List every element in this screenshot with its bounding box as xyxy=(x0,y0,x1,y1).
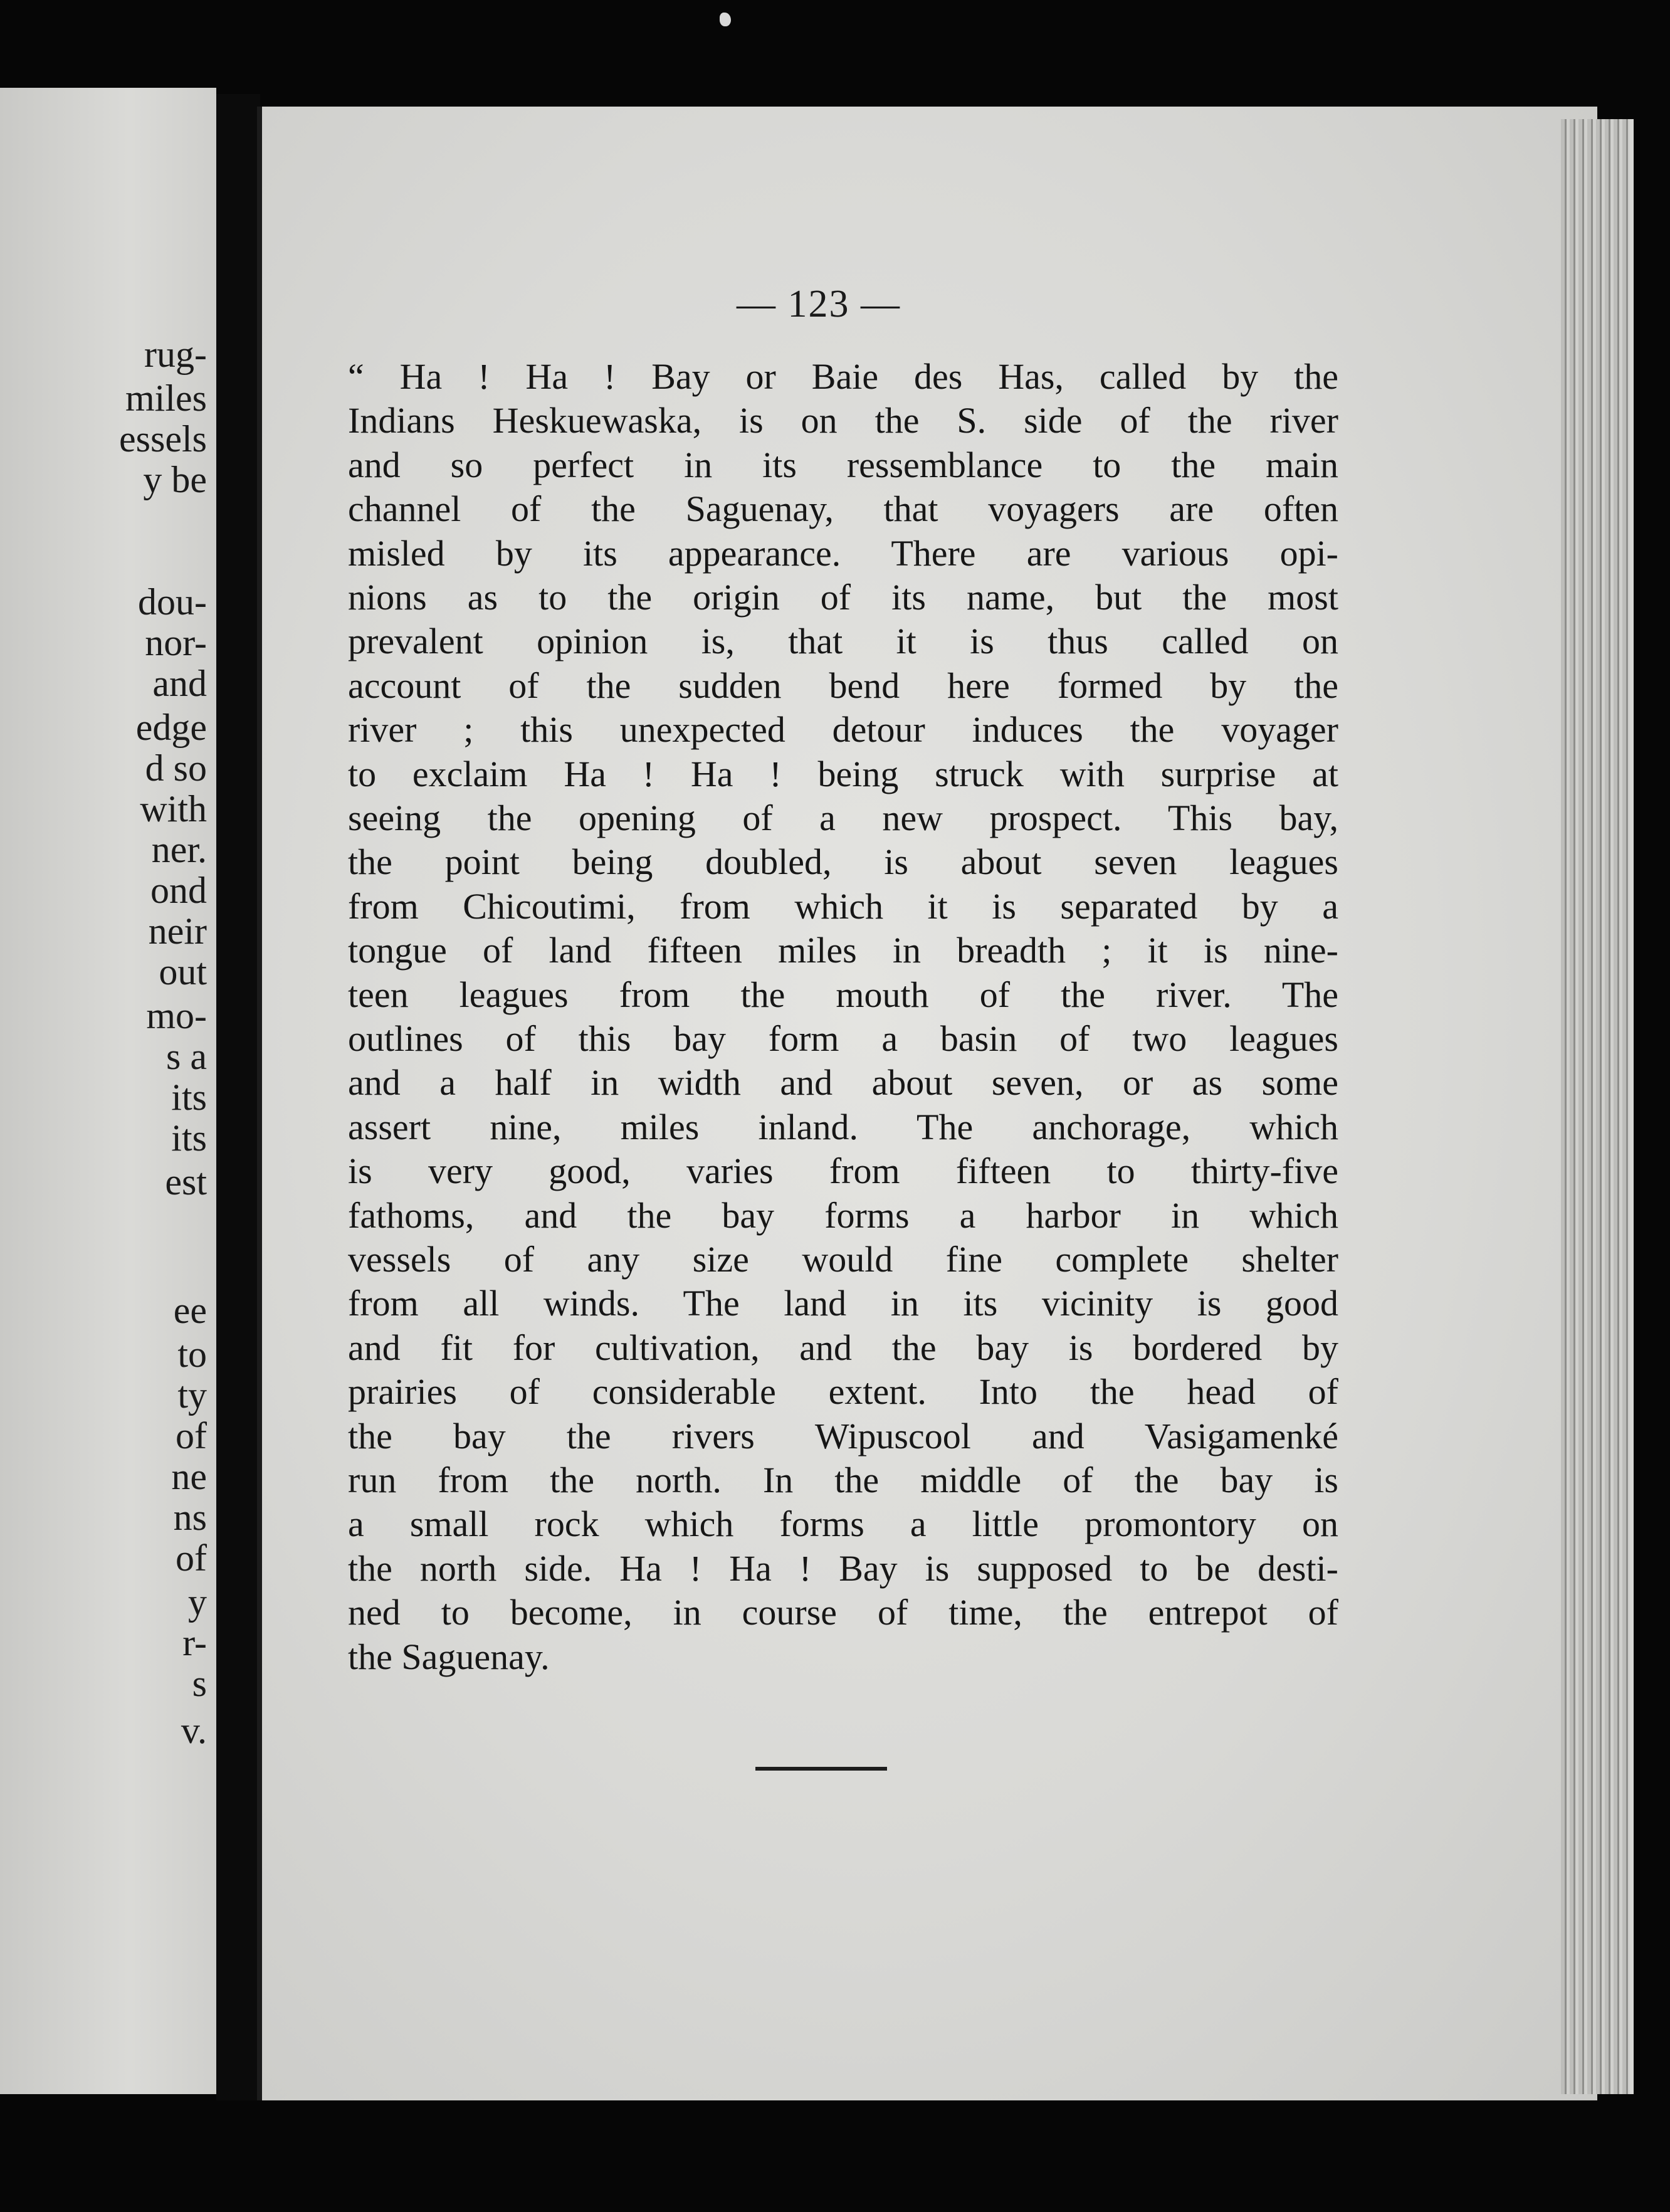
body-line: is very good, varies from fifteen to thirty-five xyxy=(348,1151,1338,1192)
body-line: and so perfect in its ressemblance to the main xyxy=(348,444,1338,485)
left-page-fragment: s a xyxy=(166,1036,207,1077)
left-page-fragment: out xyxy=(159,951,207,993)
left-page-fragment: essels xyxy=(119,418,207,460)
body-line: and fit for cultivation, and the bay is bordered by xyxy=(348,1327,1338,1368)
left-page-fragment: y be xyxy=(143,459,207,500)
left-page-fragment: dou- xyxy=(138,581,207,623)
left-page-fragment: neir xyxy=(148,910,207,952)
left-page-fragment: of xyxy=(176,1537,207,1579)
body-line: channel of the Saguenay, that voyagers are often xyxy=(348,488,1338,530)
left-page-fragment: ns xyxy=(173,1497,207,1538)
left-page-fragment: edge xyxy=(135,707,207,748)
left-page-fragment: ty xyxy=(177,1374,207,1416)
body-line: a small rock which forms a little promontory on xyxy=(348,1504,1338,1545)
left-page-fragment: ne xyxy=(171,1456,207,1497)
left-page-fragment: ner. xyxy=(151,829,207,870)
body-line: account of the sudden bend here formed by the xyxy=(348,665,1338,706)
left-page-fragment: and xyxy=(152,663,207,704)
left-page-fragment: mo- xyxy=(146,995,207,1036)
dust-speck xyxy=(720,13,731,26)
body-line: prevalent opinion is, that it is thus called on xyxy=(348,621,1338,662)
body-line: the point being doubled, is about seven leagues xyxy=(348,841,1338,883)
body-line: run from the north. In the middle of the bay is xyxy=(348,1460,1338,1500)
body-line: the bay the rivers Wipuscool and Vasigamenké xyxy=(348,1415,1338,1456)
left-page-fragment: its xyxy=(171,1117,207,1159)
end-rule xyxy=(755,1767,887,1771)
body-line: nions as to the origin of its name, but the most xyxy=(348,577,1338,618)
body-line: outlines of this bay form a basin of two leagues xyxy=(348,1018,1338,1059)
body-line: vessels of any size would fine complete shelter xyxy=(348,1239,1338,1280)
left-page-fragment: ond xyxy=(150,870,207,911)
body-line: and a half in width and about seven, or as some xyxy=(348,1062,1338,1103)
left-page-fragment: to xyxy=(177,1334,207,1375)
body-line: “ Ha ! Ha ! Bay or Baie des Has, called by the xyxy=(348,356,1338,397)
left-page-fragment: miles xyxy=(125,377,207,419)
left-page-fragment: nor- xyxy=(145,622,207,663)
left-page-fragment: s xyxy=(192,1663,207,1704)
left-page-fragment: est xyxy=(165,1161,207,1203)
body-line: tongue of land fifteen miles in breadth ; it is nine- xyxy=(348,930,1338,971)
left-page-text-fragments xyxy=(0,88,213,2094)
left-page-fragment: r- xyxy=(182,1622,207,1663)
page-stack-edges xyxy=(1561,119,1634,2094)
page-number: — 123 — xyxy=(737,283,901,325)
body-line: ned to become, in course of time, the entrepot of xyxy=(348,1592,1338,1633)
body-line: teen leagues from the mouth of the river. The xyxy=(348,974,1338,1015)
left-page-fragment: y xyxy=(188,1581,207,1623)
body-line: from Chicoutimi, from which it is separated by a xyxy=(348,885,1338,927)
left-page-fragment: v. xyxy=(181,1710,207,1751)
book-gutter xyxy=(216,94,260,2100)
body-line: assert nine, miles inland. The anchorage, which xyxy=(348,1106,1338,1147)
body-line: to exclaim Ha ! Ha ! being struck with surprise at xyxy=(348,753,1338,794)
left-facing-page xyxy=(0,88,216,2094)
body-line: misled by its appearance. There are various opi- xyxy=(348,532,1338,574)
body-line: river ; this unexpected detour induces the voyager xyxy=(348,709,1338,750)
body-line: from all winds. The land in its vicinity is good xyxy=(348,1283,1338,1324)
body-line: fathoms, and the bay forms a harbor in which xyxy=(348,1194,1338,1236)
left-page-fragment: of xyxy=(176,1415,207,1456)
body-line: the Saguenay. xyxy=(348,1636,550,1677)
body-line: Indians Heskuewaska, is on the S. side of the river xyxy=(348,400,1338,441)
body-line: the north side. Ha ! Ha ! Bay is supposed to be desti- xyxy=(348,1547,1338,1589)
left-page-fragment: its xyxy=(171,1077,207,1118)
left-page-fragment: ee xyxy=(173,1290,207,1331)
body-line: seeing the opening of a new prospect. This bay, xyxy=(348,798,1338,838)
left-page-fragment: with xyxy=(140,788,207,830)
left-page-fragment: rug- xyxy=(144,334,207,375)
body-line: prairies of considerable extent. Into the head of xyxy=(348,1371,1338,1413)
left-page-fragment: d so xyxy=(145,747,207,789)
